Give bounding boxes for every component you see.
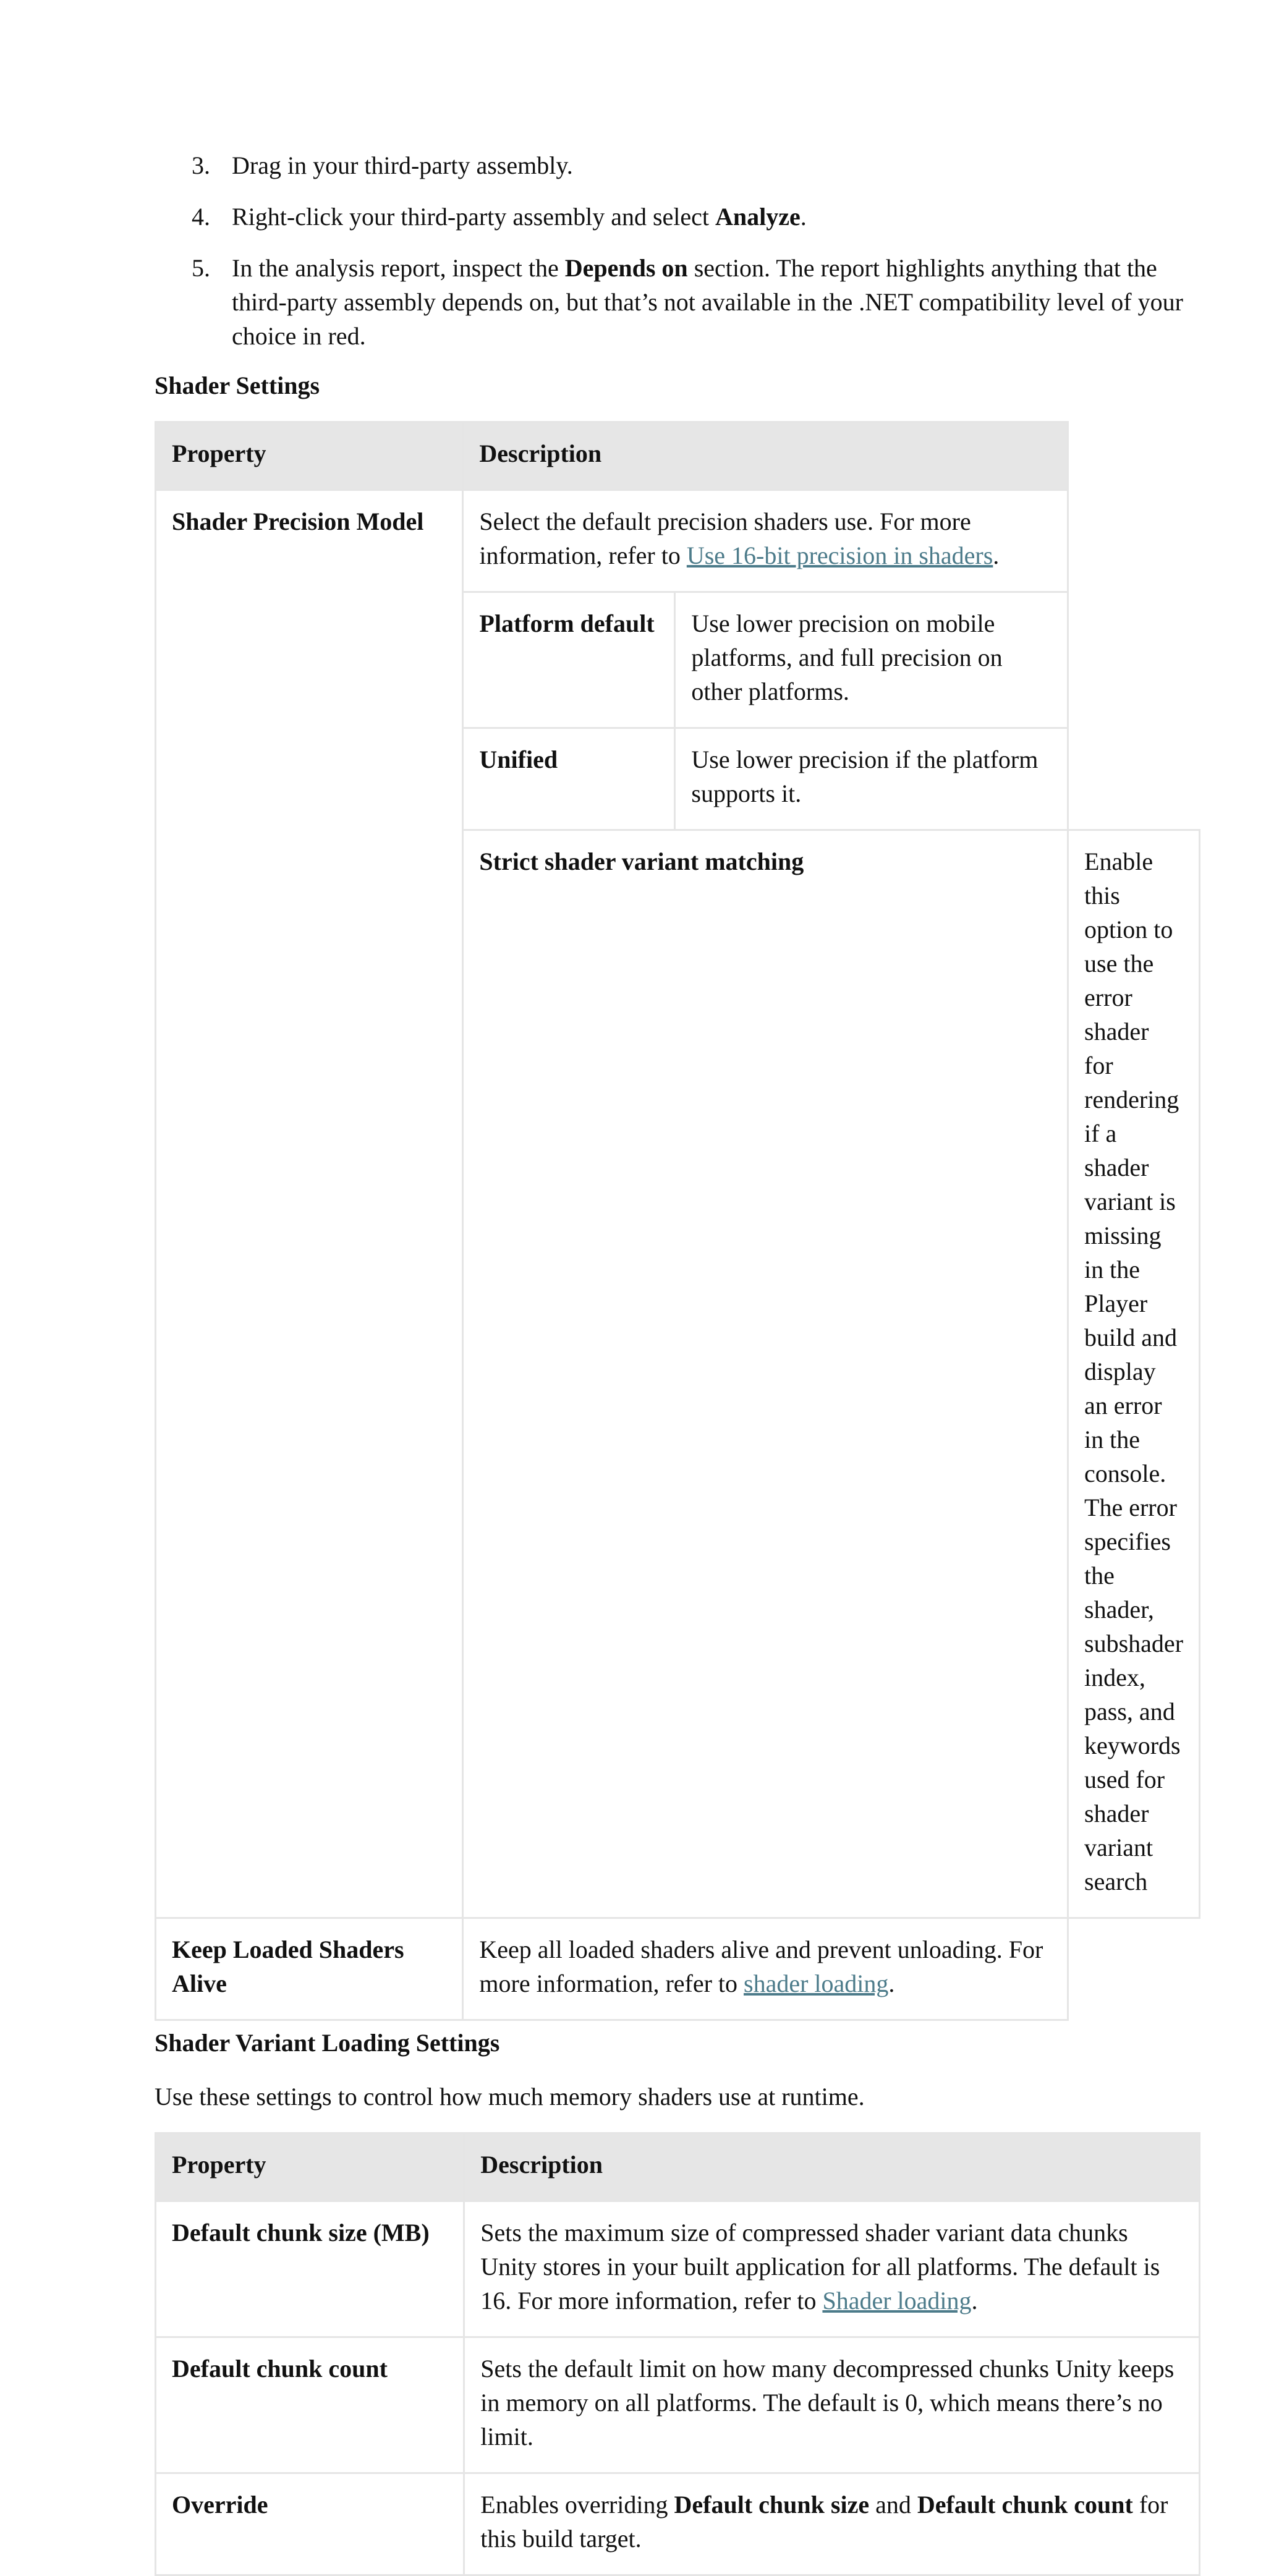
option-name: Unified [464,728,675,830]
list-item [155,251,1200,353]
step-text: . [800,203,807,231]
property-description [464,2473,1200,2575]
property-name: Default chunk count [156,2337,464,2473]
column-header-description: Description [463,422,1068,490]
step-number: 3. [192,151,210,179]
table-row [156,1918,1200,2020]
step-text: In the analysis report, inspect the [232,254,565,282]
table-row [156,490,1200,592]
section-heading-shader-settings: Shader Settings [155,372,320,399]
description-text: and [869,2491,917,2519]
option-row [464,593,1067,728]
link-shader-loading[interactable]: shader loading [744,1970,889,1997]
link-16bit-precision[interactable]: Use 16-bit precision in shaders [686,542,993,569]
section-intro: Use these settings to control how much memory shaders use at runtime. [155,2083,865,2111]
property-description [463,1918,1068,2020]
step-bold-term: Analyze [715,203,801,231]
table-header-row [156,2133,1200,2201]
option-row [464,728,1067,830]
step-text: Drag in your third-party assembly. [232,151,573,179]
link-shader-loading[interactable]: Shader loading [822,2287,972,2315]
option-description: Use lower precision if the platform supports it. [675,728,1067,830]
description-text: . [888,1970,895,1997]
shader-settings-table [155,421,1200,2021]
bold-term: Default chunk size [674,2491,870,2519]
options-cell [463,592,1068,830]
steps-list [155,148,1200,353]
property-description: Sets the default limit on how many decompressed chunks Unity keeps in memory on all platforms. The default is 0, which means there’s no limit. [464,2337,1200,2473]
description-text: Sets the maximum size of compressed shader variant data chunks Unity stores in your built application for all platforms. The default is 16. For more information, refer to [480,2219,1160,2315]
variant-loading-table [155,2132,1200,2576]
section-heading-variant-loading: Shader Variant Loading Settings [155,2029,500,2057]
list-item [155,200,1200,234]
property-description: Enable this option to use the error shader for rendering if a shader variant is missing in the Player build and display an error in the console. The error specifies the shader, subshader index, pass, and keywords used for shader variant search [1068,830,1200,1918]
document-page [155,148,1200,2576]
property-description [463,490,1068,592]
table-row [156,2473,1200,2575]
property-description [464,2201,1200,2337]
table-row [156,2337,1200,2473]
column-header-property: Property [156,2133,464,2201]
step-text: section. The report highlights anything that the third-party assembly depends on, but that’s not available in the .NET compatibility level of your choice in red. [232,254,1183,350]
list-item [155,148,1200,182]
step-number: 4. [192,203,210,231]
property-name: Override [156,2473,464,2575]
step-bold-term: Depends on [564,254,688,282]
description-text: Enables overriding [480,2491,674,2519]
description-text: Keep all loaded shaders alive and prevent unloading. For more information, refer to [479,1936,1043,1997]
property-name: Shader Precision Model [156,490,463,1918]
option-description: Use lower precision on mobile platforms, and full precision on other platforms. [691,610,1003,705]
step-number: 5. [192,254,210,282]
description-text: . [993,542,1000,569]
description-text: for this build target. [480,2491,1168,2553]
description-text: Select the default precision shaders use. For more information, refer to [479,508,971,569]
bold-term: Default chunk count [917,2491,1133,2519]
step-text: Right-click your third-party assembly and select [232,203,716,231]
property-name: Default chunk size (MB) [156,2201,464,2337]
column-header-description: Description [464,2133,1200,2201]
column-header-property: Property [156,422,463,490]
description-text: . [971,2287,978,2315]
property-name: Keep Loaded Shaders Alive [156,1918,463,2020]
table-row [156,2201,1200,2337]
option-name: Platform default [464,593,675,728]
options-table [464,593,1067,829]
table-header-row [156,422,1200,490]
property-name: Strict shader variant matching [463,830,1068,1918]
